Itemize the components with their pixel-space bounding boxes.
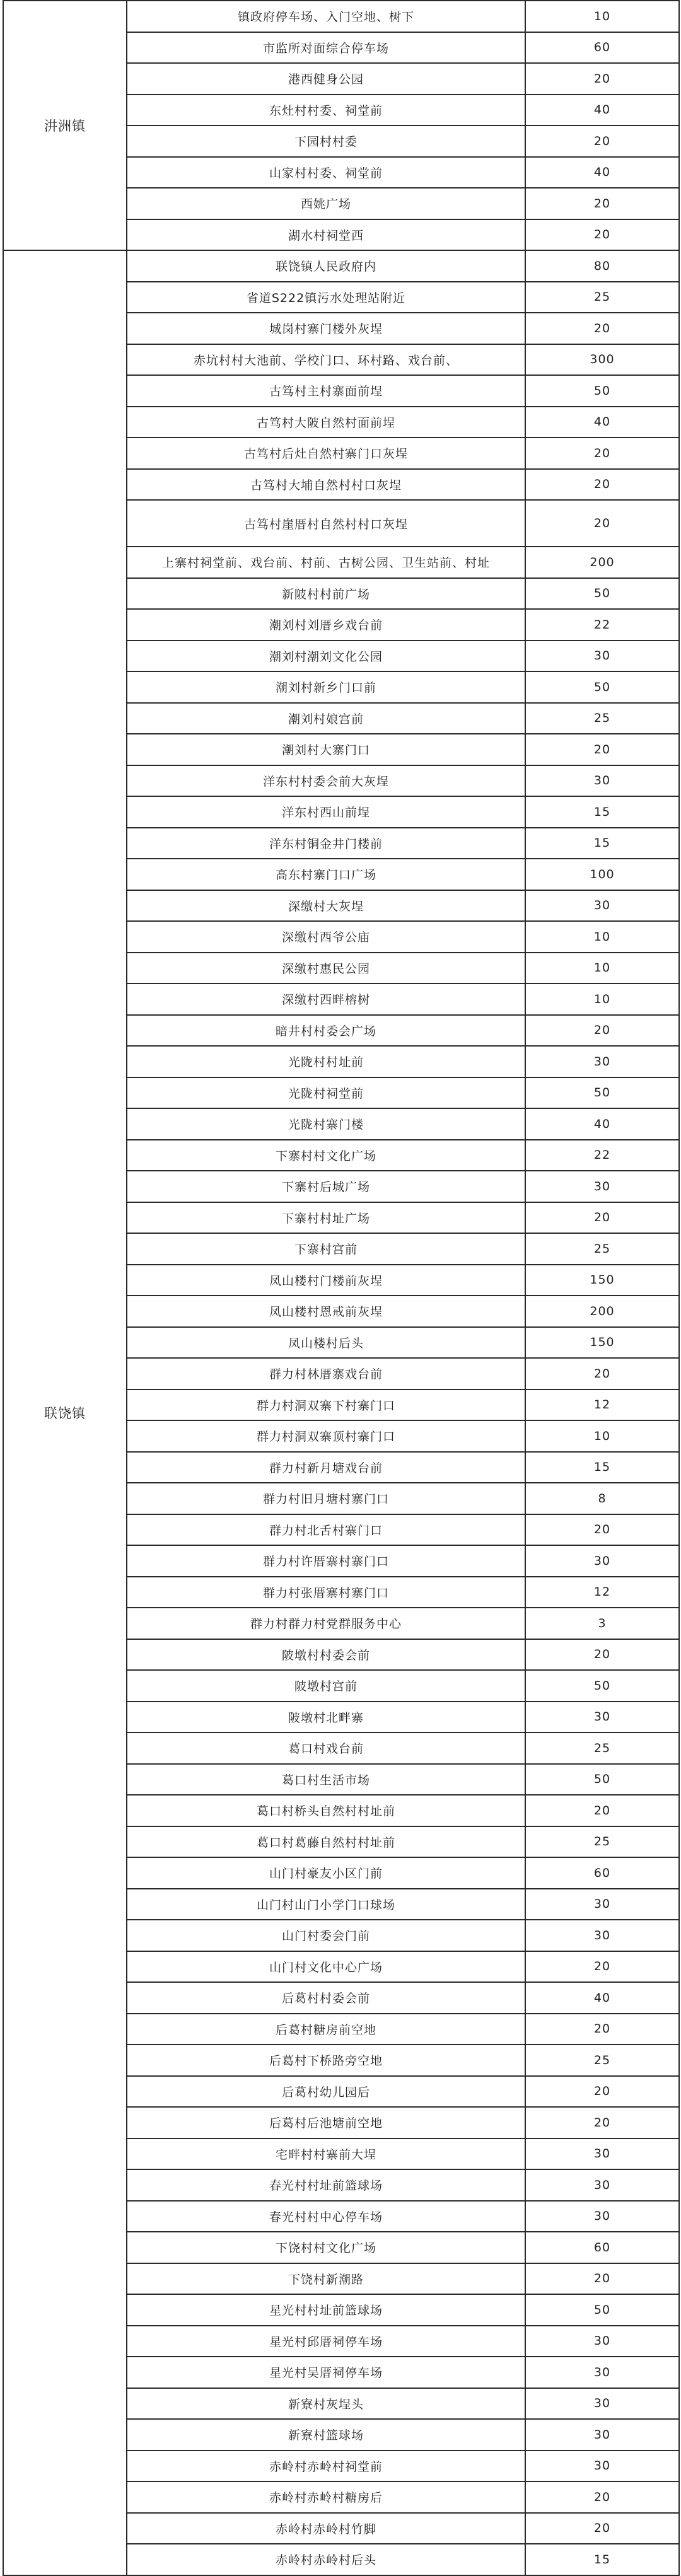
quantity-cell: 30 <box>525 2138 679 2170</box>
quantity-cell: 20 <box>525 1202 679 1234</box>
site-cell: 潮刘村刘厝乡戏台前 <box>127 609 525 641</box>
quantity-cell: 12 <box>525 1577 679 1608</box>
site-cell: 赤岭村赤岭村后头 <box>127 2544 525 2575</box>
site-cell: 山门村委会门前 <box>127 1920 525 1951</box>
site-cell: 星光村吴厝祠停车场 <box>127 2357 525 2388</box>
site-cell: 陂墩村宫前 <box>127 1670 525 1702</box>
quantity-cell: 50 <box>525 1764 679 1796</box>
town-name-cell: 汫洲镇 <box>3 1 127 250</box>
site-cell: 新寮村篮球场 <box>127 2419 525 2451</box>
quantity-cell: 10 <box>525 1420 679 1452</box>
site-cell: 星光村村址前篮球场 <box>127 2294 525 2326</box>
quantity-cell: 30 <box>525 1046 679 1077</box>
site-cell: 城岗村寨门楼外灰埕 <box>127 313 525 344</box>
site-cell: 光陇村村址前 <box>127 1046 525 1077</box>
site-cell: 群力村洞双寨下村寨门口 <box>127 1390 525 1421</box>
quantity-cell: 30 <box>525 2201 679 2232</box>
quantity-cell: 20 <box>525 1795 679 1826</box>
quantity-cell: 25 <box>525 282 679 313</box>
quantity-cell: 30 <box>525 2326 679 2357</box>
site-cell: 暗井村村委会广场 <box>127 1015 525 1047</box>
quantity-cell: 40 <box>525 1982 679 2014</box>
quantity-cell: 200 <box>525 547 679 578</box>
quantity-cell: 30 <box>525 2451 679 2482</box>
quantity-cell: 22 <box>525 609 679 641</box>
quantity-cell: 30 <box>525 2357 679 2388</box>
quantity-cell: 50 <box>525 1077 679 1109</box>
site-cell: 赤岭村赤岭村竹脚 <box>127 2513 525 2544</box>
site-cell: 潮刘村潮刘文化公园 <box>127 641 525 672</box>
site-cell: 新陂村村前广场 <box>127 578 525 610</box>
quantity-cell: 40 <box>525 157 679 189</box>
site-cell: 深缴村西爷公庙 <box>127 921 525 953</box>
site-cell: 古笃村崖厝村自然村村口灰埕 <box>127 500 525 547</box>
site-cell: 市监所对面综合停车场 <box>127 32 525 64</box>
quantity-cell: 50 <box>525 1670 679 1702</box>
site-cell: 群力村北舌村寨门口 <box>127 1514 525 1546</box>
quantity-cell: 30 <box>525 1702 679 1733</box>
site-cell: 光陇村祠堂前 <box>127 1077 525 1109</box>
quantity-cell: 30 <box>525 2419 679 2451</box>
site-cell: 洋东村铜金井门楼前 <box>127 828 525 859</box>
site-cell: 葛口村葛藤自然村村址前 <box>127 1826 525 1858</box>
site-cell: 古笃村后灶自然村寨门口灰埕 <box>127 438 525 469</box>
quantity-cell: 20 <box>525 2263 679 2295</box>
quantity-cell: 15 <box>525 796 679 828</box>
quantity-cell: 3 <box>525 1608 679 1639</box>
table-row <box>3 250 679 282</box>
site-cell: 光陇村寨门楼 <box>127 1108 525 1140</box>
quantity-cell: 10 <box>525 983 679 1015</box>
quantity-cell: 20 <box>525 1514 679 1546</box>
quantity-cell: 300 <box>525 344 679 376</box>
quantity-cell: 20 <box>525 469 679 501</box>
site-cell: 镇政府停车场、入门空地、树下 <box>127 1 525 32</box>
site-cell: 山门村山门小学门口球场 <box>127 1889 525 1920</box>
quantity-cell: 20 <box>525 1951 679 1983</box>
quantity-cell: 10 <box>525 953 679 984</box>
quantity-cell: 25 <box>525 1826 679 1858</box>
quantity-cell: 20 <box>525 188 679 219</box>
quantity-cell: 20 <box>525 2107 679 2138</box>
site-cell: 下寨村后城广场 <box>127 1171 525 1202</box>
site-cell: 凤山楼村后头 <box>127 1327 525 1359</box>
site-cell: 后葛村村委会前 <box>127 1982 525 2014</box>
site-cell: 古笃村大埔自然村村口灰埕 <box>127 469 525 501</box>
quantity-cell: 20 <box>525 219 679 251</box>
quantity-cell: 30 <box>525 2388 679 2420</box>
table-body <box>3 1 679 2575</box>
site-cell: 洋东村村委会前大灰埕 <box>127 765 525 797</box>
site-cell: 洋东村西山前埕 <box>127 796 525 828</box>
site-cell: 赤岭村赤岭村糖房后 <box>127 2481 525 2513</box>
quantity-cell: 20 <box>525 1639 679 1671</box>
quantity-cell: 20 <box>525 1015 679 1047</box>
site-cell: 后葛村下桥路旁空地 <box>127 2045 525 2076</box>
site-cell: 陂墩村北畔寨 <box>127 1702 525 1733</box>
town-name-cell: 联饶镇 <box>3 250 127 2575</box>
site-cell: 群力村群力村党群服务中心 <box>127 1608 525 1639</box>
quantity-cell: 25 <box>525 703 679 734</box>
quantity-cell: 40 <box>525 1108 679 1140</box>
quantity-cell: 20 <box>525 2481 679 2513</box>
site-cell: 陂墩村村委会前 <box>127 1639 525 1671</box>
site-cell: 山门村豪友小区门前 <box>127 1857 525 1889</box>
quantity-cell: 20 <box>525 500 679 547</box>
site-cell: 新寮村灰埕头 <box>127 2388 525 2420</box>
quantity-cell: 20 <box>525 438 679 469</box>
quantity-cell: 20 <box>525 1358 679 1390</box>
quantity-cell: 50 <box>525 2294 679 2326</box>
site-cell: 山门村文化中心广场 <box>127 1951 525 1983</box>
quantity-cell: 20 <box>525 125 679 157</box>
site-cell: 上寨村祠堂前、戏台前、村前、古树公园、卫生站前、村址 <box>127 547 525 578</box>
site-cell: 联饶镇人民政府内 <box>127 250 525 282</box>
site-cell: 春光村村址前篮球场 <box>127 2169 525 2201</box>
quantity-cell: 12 <box>525 1390 679 1421</box>
site-cell: 葛口村生活市场 <box>127 1764 525 1796</box>
quantity-cell: 30 <box>525 1171 679 1202</box>
site-cell: 潮刘村大寨门口 <box>127 734 525 765</box>
quantity-cell: 30 <box>525 641 679 672</box>
site-cell: 深缴村大灰埕 <box>127 890 525 922</box>
quantity-cell: 15 <box>525 2544 679 2575</box>
quantity-cell: 15 <box>525 1452 679 1483</box>
quantity-cell: 30 <box>525 1920 679 1951</box>
quantity-cell: 50 <box>525 671 679 703</box>
quantity-cell: 15 <box>525 828 679 859</box>
quantity-cell: 60 <box>525 2232 679 2263</box>
quantity-cell: 20 <box>525 2513 679 2544</box>
quantity-cell: 8 <box>525 1483 679 1514</box>
site-cell: 古笃村大陂自然村面前埕 <box>127 407 525 438</box>
quantity-cell: 10 <box>525 921 679 953</box>
site-cell: 葛口村桥头自然村村址前 <box>127 1795 525 1826</box>
site-cell: 潮刘村新乡门口前 <box>127 671 525 703</box>
quantity-cell: 100 <box>525 859 679 890</box>
parking-sites-table <box>3 0 680 2576</box>
quantity-cell: 25 <box>525 2045 679 2076</box>
quantity-cell: 40 <box>525 407 679 438</box>
quantity-cell: 150 <box>525 1327 679 1359</box>
site-cell: 西姚广场 <box>127 188 525 219</box>
site-cell: 宅畔村村寨前大埕 <box>127 2138 525 2170</box>
quantity-cell: 20 <box>525 2014 679 2045</box>
site-cell: 下饶村新潮路 <box>127 2263 525 2295</box>
site-cell: 葛口村戏台前 <box>127 1732 525 1764</box>
site-cell: 下寨村村文化广场 <box>127 1140 525 1171</box>
quantity-cell: 22 <box>525 1140 679 1171</box>
site-cell: 群力村许厝寨村寨门口 <box>127 1545 525 1577</box>
quantity-cell: 30 <box>525 2169 679 2201</box>
site-cell: 凤山楼村门楼前灰埕 <box>127 1265 525 1296</box>
quantity-cell: 40 <box>525 95 679 126</box>
site-cell: 群力村林厝寨戏台前 <box>127 1358 525 1390</box>
site-cell: 湖水村祠堂西 <box>127 219 525 251</box>
quantity-cell: 20 <box>525 2076 679 2108</box>
site-cell: 深缴村西畔榕树 <box>127 983 525 1015</box>
site-cell: 群力村旧月塘村寨门口 <box>127 1483 525 1514</box>
site-cell: 下饶村村文化广场 <box>127 2232 525 2263</box>
site-cell: 赤岭村赤岭村祠堂前 <box>127 2451 525 2482</box>
site-cell: 山家村村委、祠堂前 <box>127 157 525 189</box>
quantity-cell: 25 <box>525 1233 679 1265</box>
site-cell: 省道S222镇污水处理站附近 <box>127 282 525 313</box>
site-cell: 深缴村惠民公园 <box>127 953 525 984</box>
site-cell: 古笃村主村寨面前埕 <box>127 375 525 407</box>
quantity-cell: 10 <box>525 1 679 32</box>
quantity-cell: 80 <box>525 250 679 282</box>
site-cell: 星光村邱厝祠停车场 <box>127 2326 525 2357</box>
site-cell: 后葛村糖房前空地 <box>127 2014 525 2045</box>
quantity-cell: 60 <box>525 1857 679 1889</box>
quantity-cell: 20 <box>525 734 679 765</box>
site-cell: 群力村洞双寨顶村寨门口 <box>127 1420 525 1452</box>
site-cell: 后葛村后池塘前空地 <box>127 2107 525 2138</box>
quantity-cell: 30 <box>525 890 679 922</box>
site-cell: 春光村村中心停车场 <box>127 2201 525 2232</box>
site-cell: 下寨村村址广场 <box>127 1202 525 1234</box>
site-cell: 群力村新月塘戏台前 <box>127 1452 525 1483</box>
site-cell: 赤坑村村大池前、学校门口、环村路、戏台前、 <box>127 344 525 376</box>
site-cell: 下寨村宫前 <box>127 1233 525 1265</box>
quantity-cell: 150 <box>525 1265 679 1296</box>
quantity-cell: 30 <box>525 1545 679 1577</box>
site-cell: 东灶村村委、祠堂前 <box>127 95 525 126</box>
quantity-cell: 25 <box>525 1732 679 1764</box>
site-cell: 下园村村委 <box>127 125 525 157</box>
site-cell: 凤山楼村恩戒前灰埕 <box>127 1296 525 1327</box>
quantity-cell: 60 <box>525 32 679 64</box>
quantity-cell: 20 <box>525 63 679 95</box>
site-cell: 后葛村幼儿园后 <box>127 2076 525 2108</box>
site-cell: 潮刘村娘宫前 <box>127 703 525 734</box>
quantity-cell: 50 <box>525 578 679 610</box>
quantity-cell: 20 <box>525 313 679 344</box>
site-cell: 群力村张厝寨村寨门口 <box>127 1577 525 1608</box>
table-row <box>3 1 679 32</box>
site-cell: 港西健身公园 <box>127 63 525 95</box>
quantity-cell: 30 <box>525 765 679 797</box>
quantity-cell: 30 <box>525 1889 679 1920</box>
quantity-cell: 50 <box>525 375 679 407</box>
quantity-cell: 200 <box>525 1296 679 1327</box>
site-cell: 高东村寨门口广场 <box>127 859 525 890</box>
